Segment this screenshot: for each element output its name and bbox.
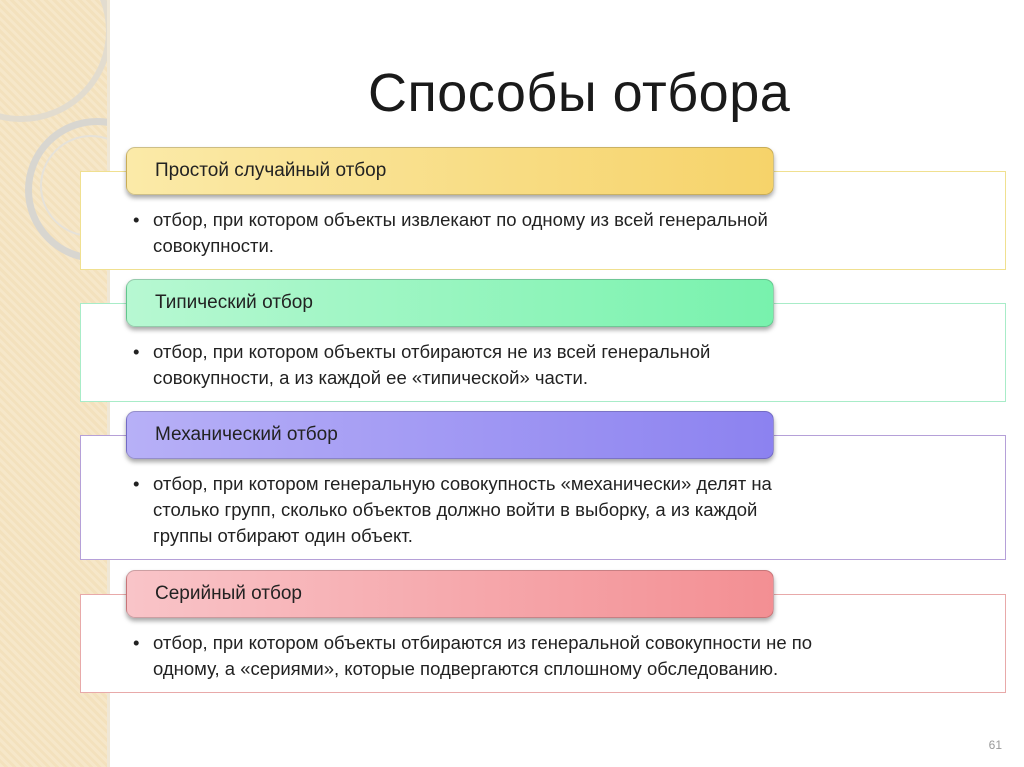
- method-heading: Простой случайный отбор: [126, 147, 774, 195]
- description-line: совокупности.: [153, 235, 274, 256]
- description-line: отбор, при котором объекты отбираются из генеральной совокупности не по: [153, 632, 813, 653]
- bullet-icon: •: [133, 209, 140, 230]
- description-line: отбор, при котором объекты извлекают по одному из всей генеральной: [153, 209, 768, 230]
- bullet-icon: •: [133, 341, 140, 362]
- method-heading: Серийный отбор: [126, 570, 774, 618]
- description-line: отбор, при котором генеральную совокупность «механически» делят на: [153, 473, 772, 494]
- method-description: [133, 339, 946, 391]
- description-line: отбор, при котором объекты отбираются не из всей генеральной: [153, 341, 711, 362]
- method-heading: Механический отбор: [126, 411, 774, 459]
- method-description: [133, 630, 946, 682]
- description-line: совокупности, а из каждой ее «типической» части.: [153, 367, 588, 388]
- description-line: столько групп, сколько объектов должно войти в выборку, а из каждой: [153, 499, 758, 520]
- description-line: группы отбирают один объект.: [153, 525, 413, 546]
- description-line: одному, а «сериями», которые подвергаются сплошному обследованию.: [153, 658, 779, 679]
- page-number: 61: [988, 738, 1002, 752]
- method-heading: Типический отбор: [126, 279, 774, 327]
- bullet-icon: •: [133, 473, 140, 494]
- slide-title: Способы отбора: [368, 63, 791, 123]
- method-description: [133, 471, 946, 549]
- bullet-icon: •: [133, 632, 140, 653]
- method-description: [133, 207, 946, 259]
- decorative-ring: [0, 0, 110, 122]
